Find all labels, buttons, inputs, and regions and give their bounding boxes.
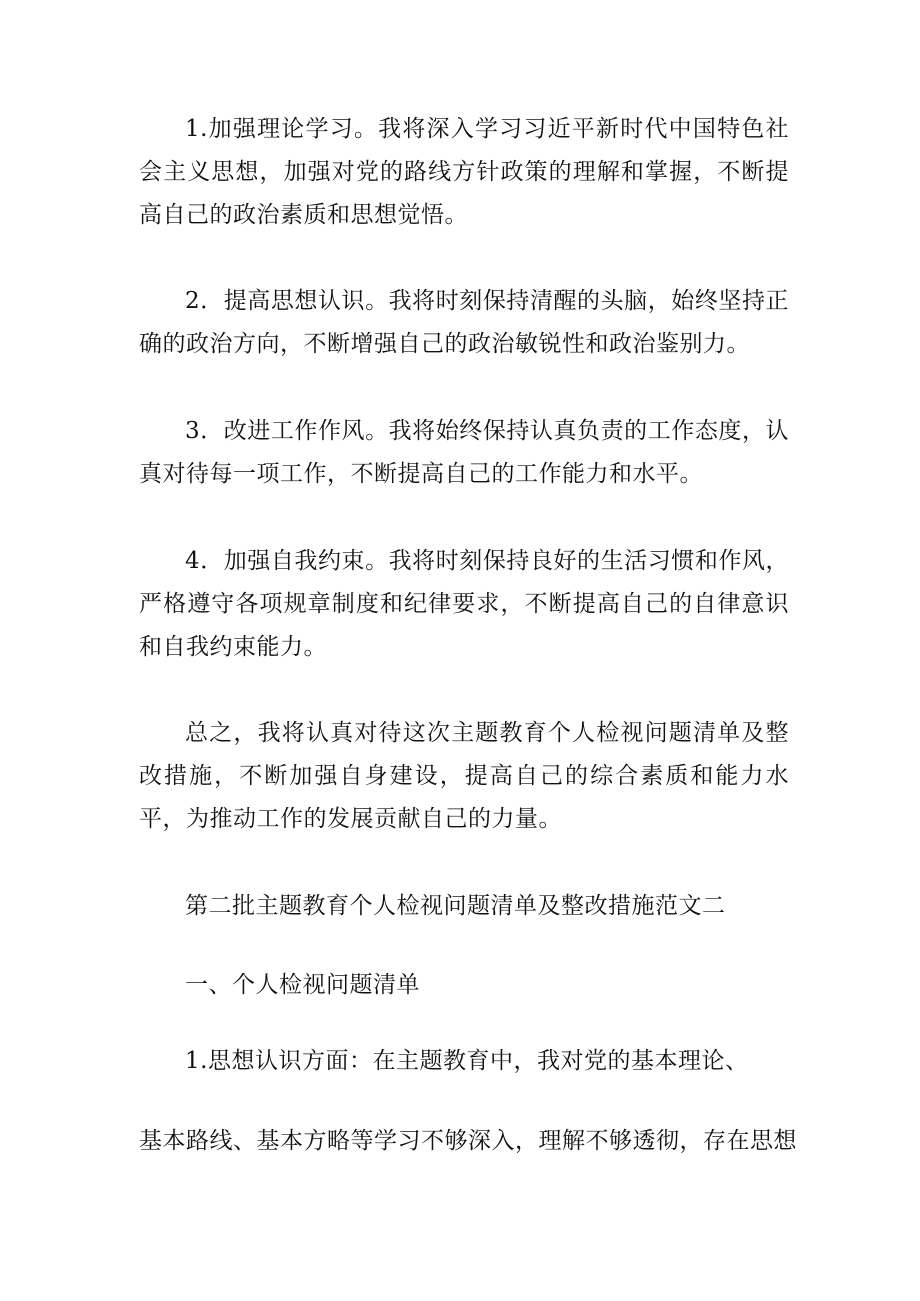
list-item-1-continuation: 基本路线、基本方略等学习不够深入，理解不够透彻，存在思想 <box>139 1128 797 1154</box>
subsection-title: 一、个人检视问题清单 <box>185 972 420 998</box>
paragraph-3: 3．改进工作作风。我将始终保持认真负责的工作态度，认真对待每一项工作，不断提高自己的工作能力和水平。 <box>139 418 789 487</box>
section-title: 第二批主题教育个人检视问题清单及整改措施范文二 <box>185 893 726 919</box>
paragraph-conclusion: 总之，我将认真对待这次主题教育个人检视问题清单及整改措施，不断加强自身建设，提高自己的综合素质和能力水平，为推动工作的发展贡献自己的力量。 <box>139 720 789 832</box>
paragraph-1: 1.加强理论学习。我将深入学习习近平新时代中国特色社会主义思想，加强对党的路线方针政策的理解和掌握，不断提高自己的政治素质和思想觉悟。 <box>139 116 789 228</box>
paragraph-2: 2．提高思想认识。我将时刻保持清醒的头脑，始终坚持正确的政治方向，不断增强自己的政治敏锐性和政治鉴别力。 <box>139 288 789 357</box>
paragraph-4: 4．加强自我约束。我将时刻保持良好的生活习惯和作风，严格遵守各项规章制度和纪律要求，不断提高自己的自律意识和自我约束能力。 <box>139 548 789 660</box>
list-item-1: 1.思想认识方面：在主题教育中，我对党的基本理论、 <box>185 1048 749 1074</box>
